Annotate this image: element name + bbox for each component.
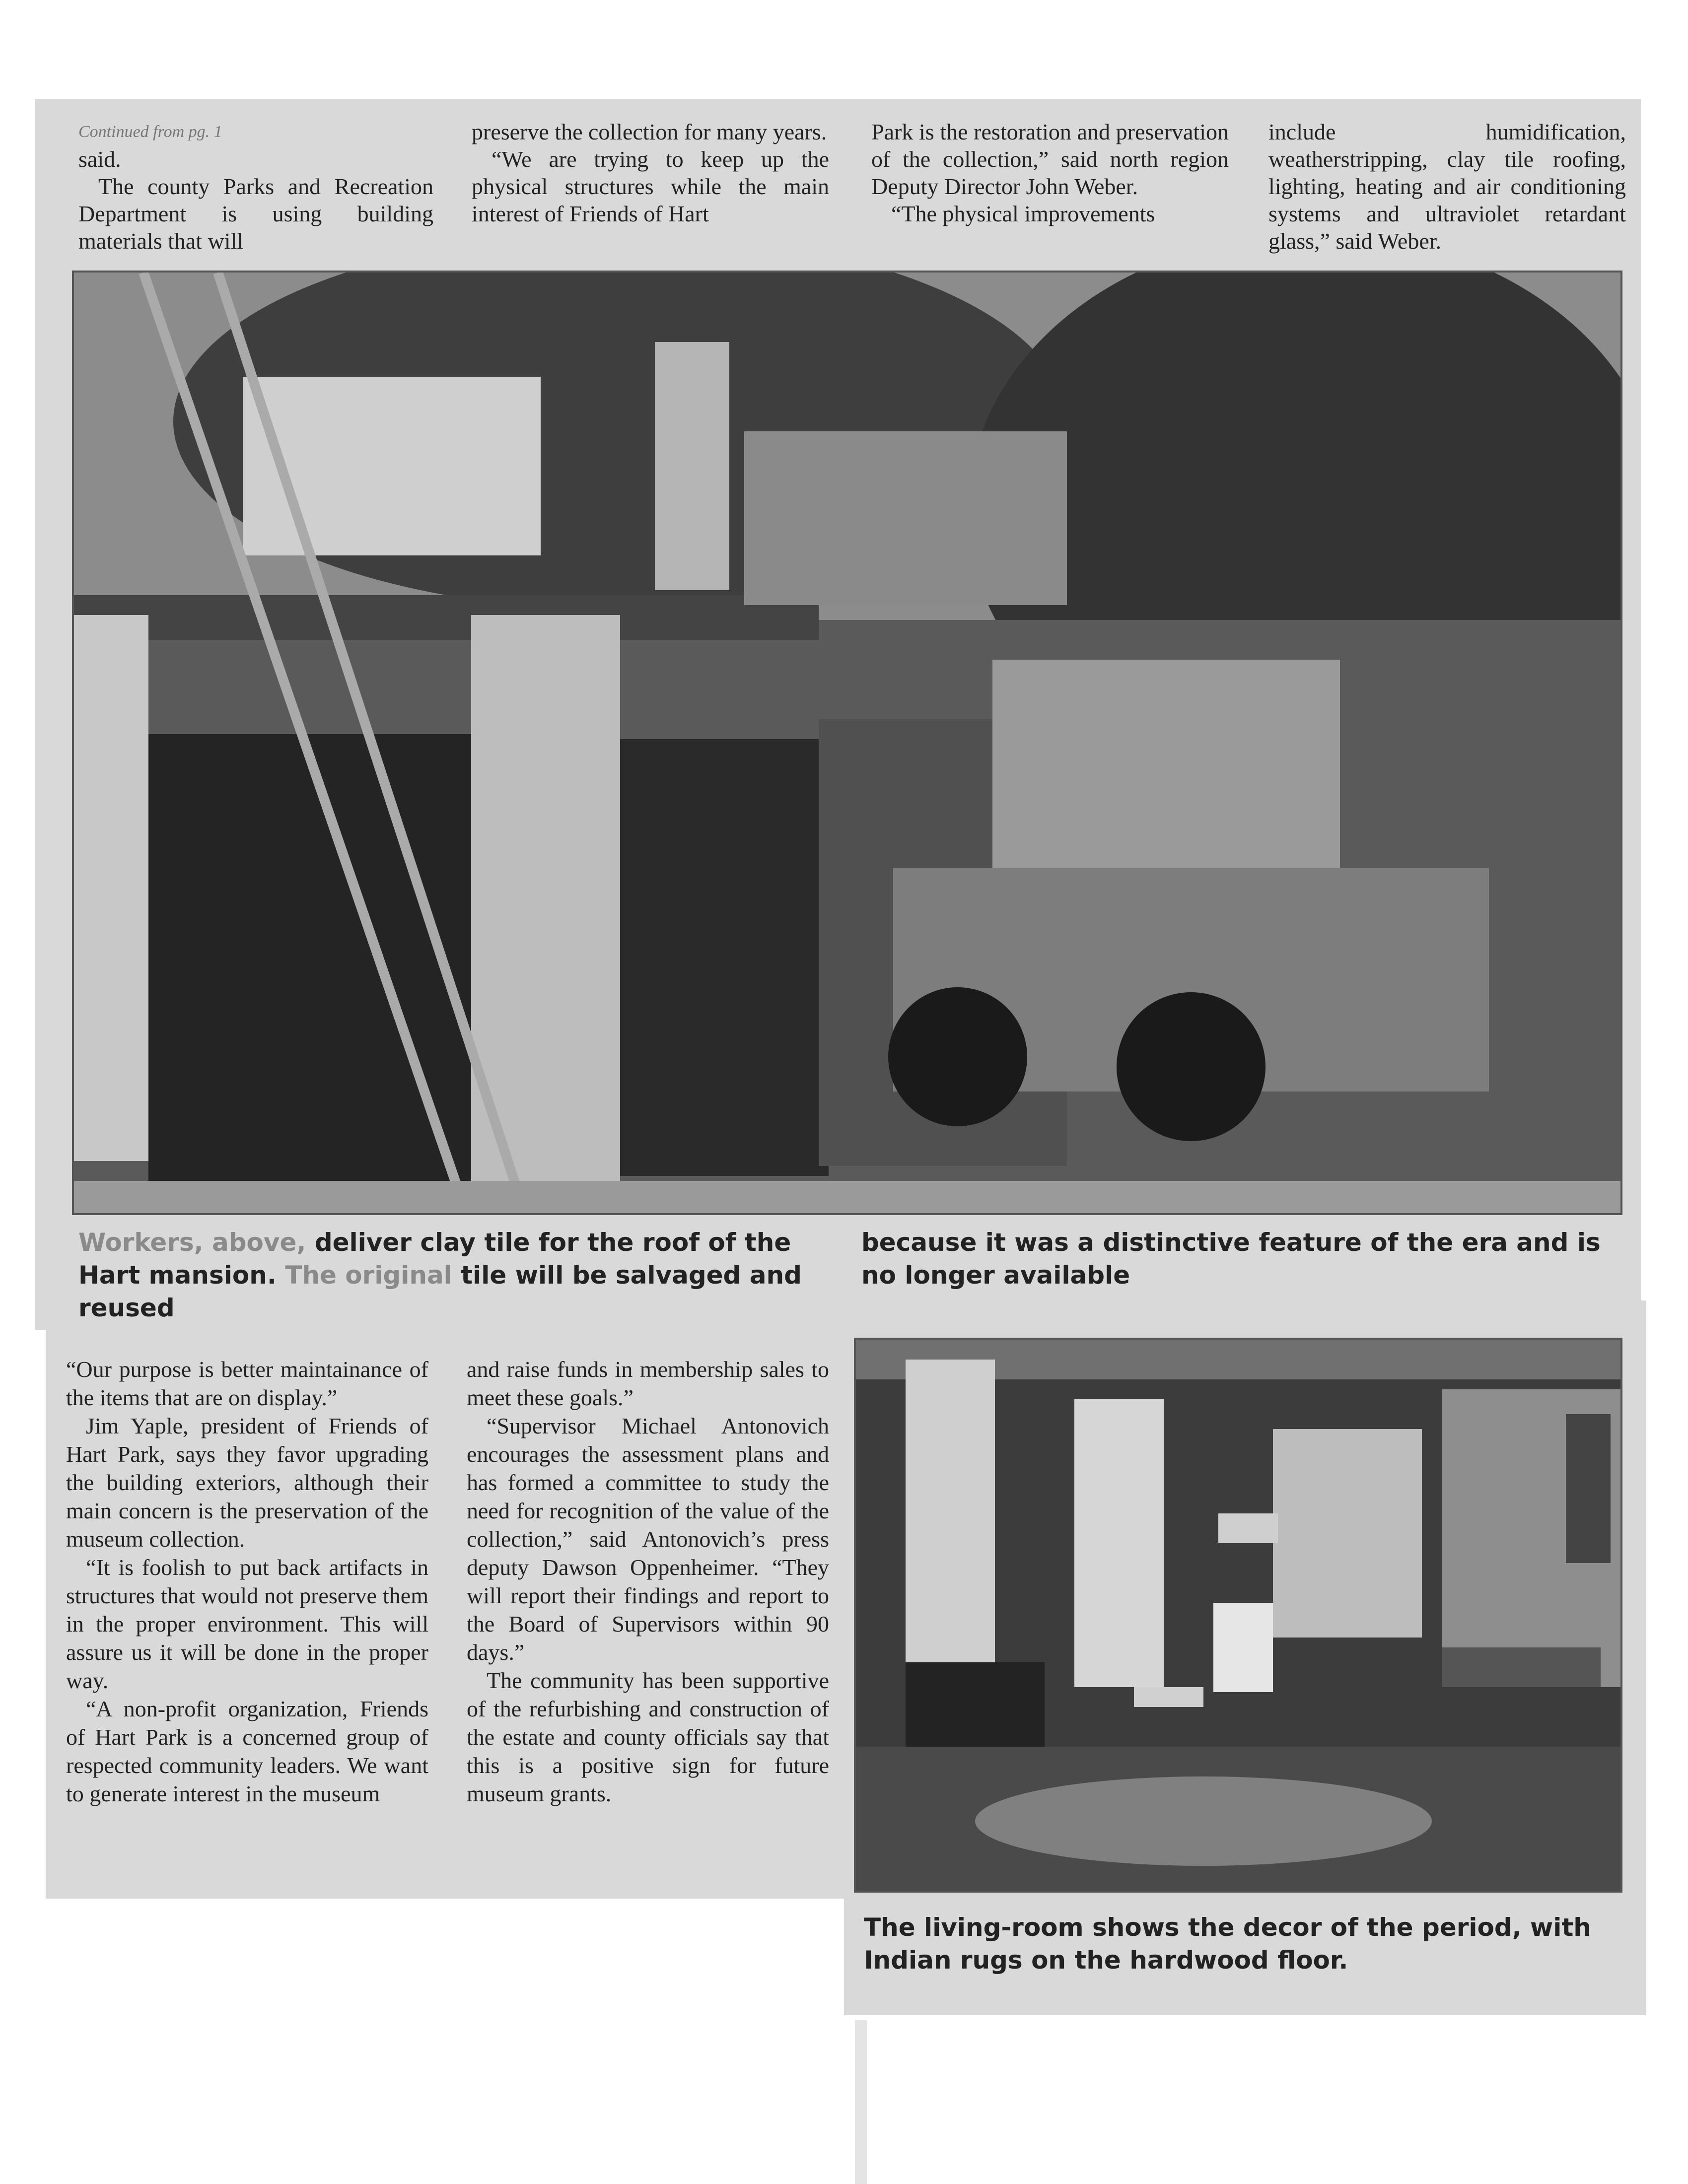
lower-column-1 bbox=[66, 1355, 428, 1808]
lower-col2-paragraph-1: and raise funds in membership sales to meet these goals.” bbox=[467, 1357, 829, 1410]
workers-forklift-photo bbox=[72, 271, 1622, 1215]
lower-col2-paragraph-3: The community has been supportive of the refurbishing and construction of the estate and county officials say that this is a positive sign for future museum grants. bbox=[467, 1668, 829, 1806]
caption-mid: tile will be salvaged and reused bbox=[78, 1261, 802, 1322]
article-column-3 bbox=[871, 118, 1229, 227]
col1-intro: said. bbox=[78, 146, 121, 172]
col3-paragraph-2: “The physical improvements bbox=[891, 201, 1155, 226]
article-column-2 bbox=[472, 118, 829, 227]
scan-strip bbox=[855, 2020, 867, 2184]
photo2-caption bbox=[864, 1911, 1628, 1977]
photo1-caption-right bbox=[861, 1226, 1621, 1292]
lower-column-2 bbox=[467, 1355, 829, 1808]
caption-lead: deliver clay tile for the roof of the Hart mansion. bbox=[78, 1228, 791, 1290]
article-column-4 bbox=[1268, 118, 1626, 255]
col2-paragraph-1: preserve the collection for many years. bbox=[472, 119, 827, 144]
lower-col1-paragraph-2: Jim Yaple, president of Friends of Hart Park, says they favor upgrading the building exteriors, although their main concern is the preservation of the museum collection. bbox=[66, 1413, 428, 1552]
living-room-caption: The living-room shows the decor of the period, with Indian rugs on the hardwood floor. bbox=[864, 1913, 1591, 1975]
photo1-caption-left bbox=[78, 1226, 826, 1324]
col4-paragraph: include humidification, weatherstripping, clay tile roofing, lighting, heating and air conditioning systems and ultraviolet retardant glass,” said Weber. bbox=[1268, 119, 1626, 254]
article-column-1 bbox=[78, 118, 433, 255]
col1-paragraph: The county Parks and Recreation Department is using building materials that will bbox=[78, 174, 433, 254]
continued-note: Continued from pg. 1 bbox=[78, 123, 222, 141]
caption-tail: because it was a distinctive feature of the era and is no longer available bbox=[861, 1228, 1601, 1290]
caption-faded-lead: Workers, above, bbox=[78, 1228, 306, 1257]
lower-col1-paragraph-1: “Our purpose is better maintainance of the items that are on display.” bbox=[66, 1357, 428, 1410]
col2-paragraph-2: “We are trying to keep up the physical structures while the main interest of Friends of Hart bbox=[472, 146, 829, 226]
living-room-photo bbox=[854, 1338, 1622, 1893]
lower-col2-paragraph-2: “Supervisor Michael Antonovich encourages the assessment plans and has formed a committee to study the need for recognition of the value of the collection,” said Antonovich’s press deputy Dawson Oppenheimer. “They will report their findings and report to the Board of Supervisors within 90 days.” bbox=[467, 1413, 829, 1665]
lower-col1-paragraph-3: “It is foolish to put back artifacts in structures that would not preserve them in the proper environment. This will assure us it will be done in the proper way. bbox=[66, 1555, 428, 1693]
caption-faded-mid: The original bbox=[285, 1261, 452, 1290]
col3-paragraph-1: Park is the restoration and preservation of the collection,” said north region Deputy Director John Weber. bbox=[871, 119, 1229, 199]
lower-col1-paragraph-4: “A non-profit organization, Friends of Hart Park is a concerned group of respected community leaders. We want to generate interest in the museum bbox=[66, 1696, 428, 1806]
